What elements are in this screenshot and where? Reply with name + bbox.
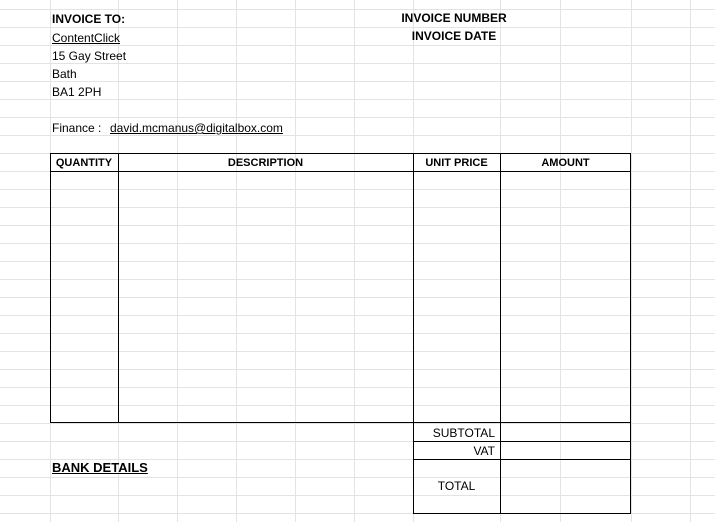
column-header-amount: AMOUNT [541, 157, 590, 169]
customer-company-name: ContentClick [52, 31, 121, 45]
column-header-unit-price: UNIT PRICE [425, 157, 488, 169]
gridline-horizontal [0, 63, 715, 64]
finance-contact-label: Finance : [52, 121, 102, 135]
bank-details-label: BANK DETAILS [52, 460, 148, 475]
gridline-horizontal [0, 45, 715, 46]
gridline-horizontal [0, 423, 715, 424]
column-divider-amount [500, 153, 501, 423]
finance-contact-email[interactable]: david.mcmanus@digitalbox.com [110, 121, 283, 135]
gridline-horizontal [0, 9, 715, 10]
gridline-horizontal [0, 99, 715, 100]
totals-middle-border [500, 423, 501, 513]
column-header-description: DESCRIPTION [227, 157, 304, 169]
table-row[interactable] [50, 171, 118, 423]
gridline-horizontal [0, 135, 715, 136]
line-items-table [50, 153, 631, 423]
gridline-horizontal [0, 27, 715, 28]
table-header-divider [50, 171, 631, 172]
totals-right-border [630, 423, 631, 513]
gridline-horizontal [0, 81, 715, 82]
vat-row-divider [413, 459, 631, 460]
gridline-horizontal [0, 477, 715, 478]
column-header-quantity: QUANTITY [55, 157, 113, 169]
column-divider-unit-price [413, 153, 414, 423]
total-label: TOTAL [437, 479, 476, 493]
customer-address-line2: Bath [52, 67, 77, 81]
invoice-to-label: INVOICE TO: [52, 12, 126, 26]
customer-postcode: BA1 2PH [52, 85, 102, 99]
subtotal-row-divider [413, 441, 631, 442]
subtotal-label: SUBTOTAL [432, 426, 495, 440]
customer-address-line1: 15 Gay Street [52, 49, 127, 63]
total-row-bottom-border [413, 513, 631, 514]
invoice-date-label: INVOICE DATE [411, 29, 497, 43]
gridline-horizontal [0, 117, 715, 118]
invoice-number-label: INVOICE NUMBER [401, 11, 507, 25]
column-divider-quantity [118, 153, 119, 423]
vat-label: VAT [473, 444, 495, 458]
gridline-horizontal [0, 495, 715, 496]
